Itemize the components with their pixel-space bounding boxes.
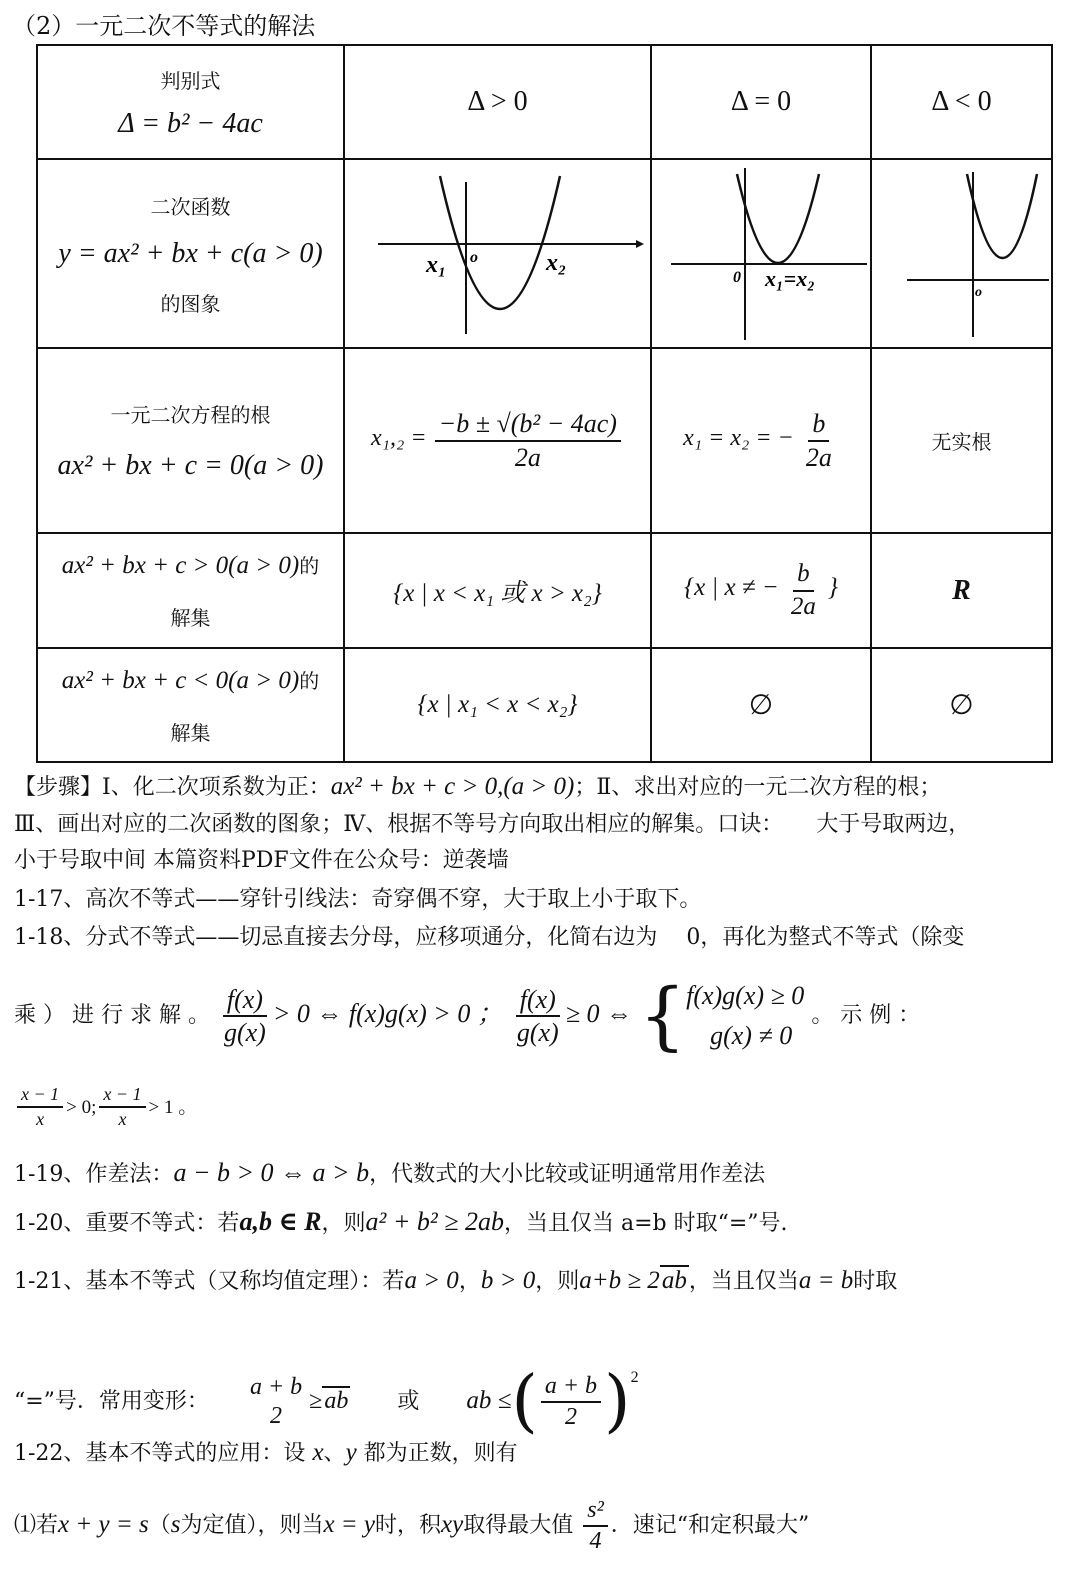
double-root-lhs: x₁ = x₂ = − bbox=[683, 425, 794, 451]
max-value-numerator: s² bbox=[583, 1498, 608, 1527]
example-fraction-2 bbox=[99, 1085, 145, 1129]
quadratic-formula-denominator: 2a bbox=[514, 442, 541, 472]
item-1-22-1-fixed: 为定值），则当 bbox=[180, 1513, 324, 1538]
graph1-x1-label: x₁ bbox=[425, 251, 446, 278]
item-1-22-1-lead: ⑴若 bbox=[14, 1513, 59, 1538]
fraction-denominator-g: g(x) bbox=[223, 1018, 266, 1047]
steps-line-2: Ⅲ、画出对应的二次函数的图象；Ⅳ、根据不等号方向取出相应的解集。口诀： 大于号取两边， bbox=[14, 812, 971, 837]
fraction-numerator-f-2: f(x) bbox=[516, 986, 560, 1017]
less-solution-two-roots: {x | x₁ < x < x₂} bbox=[344, 648, 651, 762]
parabola-one-root-graph bbox=[653, 162, 869, 342]
item-1-22-sep: 、 bbox=[323, 1441, 346, 1466]
less-solution-empty-double: ∅ bbox=[651, 648, 871, 762]
item-1-22-x: x bbox=[312, 1439, 324, 1466]
greater-solution-all-reals: R bbox=[871, 533, 1052, 648]
item-1-18-example bbox=[14, 1080, 197, 1135]
fraction-f-over-g-2 bbox=[513, 986, 563, 1047]
example-denominator-1: x bbox=[36, 1109, 45, 1129]
graph3-origin-label: o bbox=[974, 284, 982, 300]
max-value-denominator: 4 bbox=[589, 1528, 602, 1554]
item-1-18-example-label: 。 示 例 ： bbox=[811, 1003, 921, 1028]
roots-label: 一元二次方程的根 bbox=[110, 403, 271, 427]
item-1-21-then: ，则 bbox=[535, 1269, 580, 1294]
variant2-lhs: ab ≤ bbox=[466, 1387, 512, 1414]
example-relation-2: > 1 。 bbox=[148, 1097, 198, 1118]
item-1-18-lead: 乘 ） 进 行 求 解 。 bbox=[14, 1003, 210, 1028]
item-1-22-1-s: s bbox=[170, 1511, 181, 1538]
item-1-22-1-paren-open: （ bbox=[148, 1513, 171, 1538]
header-delta-negative: Δ < 0 bbox=[871, 45, 1052, 159]
example-relation-1: > 0; bbox=[66, 1097, 97, 1118]
fraction-denominator-g-2: g(x) bbox=[516, 1018, 559, 1047]
cell-discriminant-label bbox=[37, 45, 344, 159]
left-paren: ( bbox=[511, 1362, 538, 1441]
fraction-rule-strict: > 0 ⇔ f(x)g(x) > 0 ； bbox=[272, 999, 503, 1028]
item-1-21-line-2 bbox=[14, 1340, 639, 1440]
less-solution-empty-none: ∅ bbox=[871, 648, 1052, 762]
item-1-22-1-mnemonic: ．速记“和定积最大” bbox=[610, 1513, 810, 1538]
example-fraction-1 bbox=[17, 1085, 63, 1129]
section-heading: （2）一元二次不等式的解法 bbox=[12, 12, 316, 40]
cell-graph-label bbox=[37, 159, 344, 348]
item-1-22-1-max-label: 取得最大值 bbox=[463, 1513, 574, 1538]
greater-inequality-formula: ax² + bx + c > 0(a > 0) bbox=[61, 552, 300, 579]
parabola-two-roots-graph bbox=[348, 162, 648, 342]
item-1-21-sep: ， bbox=[458, 1269, 481, 1294]
mean-numerator: a + b bbox=[249, 1373, 303, 1400]
double-root-denominator: 2a bbox=[805, 442, 832, 472]
cell-roots-two bbox=[344, 348, 651, 533]
right-paren: ) bbox=[604, 1362, 631, 1441]
greater-double-numerator: b bbox=[793, 561, 814, 591]
example-numerator-1: x − 1 bbox=[17, 1085, 63, 1108]
item-1-19-formula: a − b > 0 ⇔ a > b bbox=[173, 1158, 370, 1187]
item-1-21-lead: 1-21、基本不等式（又称均值定理）：若 bbox=[14, 1269, 405, 1294]
item-1-22 bbox=[14, 1438, 518, 1469]
less-inequality-formula: ax² + bx + c < 0(a > 0) bbox=[61, 666, 300, 694]
steps-intro: 【步骤】Ⅰ、化二次项系数为正： bbox=[14, 775, 331, 800]
less-solution-label: 解集 bbox=[170, 720, 211, 745]
item-1-22-1-product-label: 时，积 bbox=[375, 1513, 442, 1538]
max-value-fraction bbox=[583, 1498, 608, 1554]
less-suffix: 的 bbox=[299, 668, 320, 693]
quadratic-equation-formula: ax² + bx + c = 0(a > 0) bbox=[57, 450, 324, 481]
item-1-21-iff: ，当且仅当 bbox=[688, 1269, 799, 1294]
mean-sqrt: ab bbox=[324, 1388, 349, 1414]
graph1-origin-label: o bbox=[469, 248, 478, 266]
item-1-18-line-2 bbox=[14, 973, 921, 1059]
table-row-greater-solution bbox=[37, 533, 1052, 648]
item-1-21-cond-a: a > 0 bbox=[404, 1267, 459, 1294]
cell-greater-double bbox=[651, 533, 871, 648]
item-1-22-tail: 都为正数，则有 bbox=[363, 1441, 518, 1466]
discriminant-formula: Δ = b² − 4ac bbox=[118, 107, 263, 139]
item-1-22-lead: 1-22、基本不等式的应用：设 bbox=[14, 1441, 306, 1466]
cell-graph-two-roots bbox=[344, 159, 651, 348]
mean-relation: ≥ bbox=[309, 1388, 323, 1414]
item-1-20-lead: 1-20、重要不等式：若 bbox=[14, 1211, 240, 1236]
quadratic-formula-numerator: −b ± √(b² − 4ac) bbox=[435, 410, 621, 441]
header-delta-zero: Δ = 0 bbox=[651, 45, 871, 159]
table-row-graph bbox=[37, 159, 1052, 348]
table-row-roots bbox=[37, 348, 1052, 533]
cell-roots-label bbox=[37, 348, 344, 533]
item-1-20-then: ，则 bbox=[321, 1211, 366, 1236]
quadratic-formula-fraction bbox=[435, 410, 621, 471]
variant2-exponent: 2 bbox=[630, 1369, 639, 1386]
system-brace: { bbox=[639, 973, 687, 1059]
greater-double-denominator: 2a bbox=[790, 592, 816, 620]
item-1-19-tail: ，代数式的大小比较或证明通常用作差法 bbox=[369, 1162, 766, 1187]
graph2-double-root-label: x₁=x₂ bbox=[765, 265, 815, 291]
steps-step-two: ；Ⅱ、求出对应的一元二次方程的根； bbox=[574, 775, 942, 800]
item-1-21-cond-b: b > 0 bbox=[480, 1267, 536, 1294]
item-1-21-formula: a+b ≥ 2 bbox=[579, 1267, 660, 1294]
fraction-f-over-g bbox=[220, 986, 270, 1047]
steps-line-1 bbox=[14, 772, 941, 803]
system-line-2: g(x) ≠ 0 bbox=[710, 1021, 793, 1050]
item-1-19 bbox=[14, 1158, 765, 1190]
item-1-17: 1-17、高次不等式——穿针引线法：奇穿偶不穿，大于取上小于取下。 bbox=[14, 887, 702, 912]
graph-label-top: 二次函数 bbox=[150, 194, 231, 219]
table-row-less-solution bbox=[37, 648, 1052, 762]
item-1-21-sqrt: ab bbox=[661, 1267, 687, 1294]
cell-greater-label bbox=[37, 533, 344, 648]
solution-table bbox=[36, 44, 1053, 763]
cell-graph-one-root bbox=[651, 159, 871, 348]
quadratic-function-formula: y = ax² + bx + c(a > 0) bbox=[58, 237, 323, 269]
item-1-19-lead: 1-19、作差法： bbox=[14, 1162, 174, 1187]
item-1-22-1-eq: x = y bbox=[323, 1511, 376, 1538]
item-1-22-1 bbox=[14, 1488, 809, 1563]
greater-solution-two-roots: {x | x < x₁ 或 x > x₂} bbox=[344, 533, 651, 648]
steps-formula: ax² + bx + c > 0,(a > 0) bbox=[330, 773, 575, 800]
greater-solution-label: 解集 bbox=[170, 606, 211, 630]
item-1-20-tail: ，当且仅当 a=b 时取“=”号. bbox=[503, 1211, 788, 1236]
item-1-20-condition: a,b ∈ R bbox=[239, 1207, 322, 1236]
graph1-x2-label: x₂ bbox=[545, 249, 566, 276]
item-1-21-eq: a = b bbox=[798, 1267, 854, 1294]
discriminant-label: 判别式 bbox=[160, 68, 221, 93]
graph2-origin-label: 0 bbox=[733, 268, 741, 286]
header-delta-positive: Δ > 0 bbox=[344, 45, 651, 159]
item-1-18-line-1: 1-18、分式不等式——切忌直接去分母，应移项通分，化简右边为 0，再化为整式不等式（除变 bbox=[14, 925, 965, 950]
item-1-21-tail: 时取 bbox=[853, 1269, 898, 1294]
item-1-22-1-xy: xy bbox=[441, 1511, 464, 1538]
item-1-22-y: y bbox=[345, 1439, 357, 1466]
item-1-21-variant-label: “=”号．常用变形： bbox=[14, 1389, 209, 1414]
table-row-discriminant bbox=[37, 45, 1052, 159]
greater-double-fraction bbox=[787, 561, 820, 620]
greater-suffix: 的 bbox=[299, 554, 320, 578]
variant2-denominator: 2 bbox=[564, 1404, 577, 1430]
double-root-numerator: b bbox=[808, 410, 829, 441]
cell-less-label bbox=[37, 648, 344, 762]
mean-denominator: 2 bbox=[270, 1403, 283, 1429]
item-1-22-1-condition: x + y = s bbox=[58, 1511, 149, 1538]
steps-line-3: 小于号取中间 本篇资料PDF文件在公众号：逆袭墙 bbox=[14, 848, 509, 873]
fraction-numerator-f: f(x) bbox=[223, 986, 267, 1017]
greater-double-pre: {x | x ≠ − bbox=[684, 574, 779, 601]
item-1-21-line-1 bbox=[14, 1266, 897, 1297]
graph-label-bottom: 的图象 bbox=[160, 291, 221, 316]
item-1-20-formula: a² + b² ≥ 2ab bbox=[365, 1207, 504, 1236]
system-line-1: f(x)g(x) ≥ 0 bbox=[686, 981, 805, 1010]
item-1-20 bbox=[14, 1207, 788, 1239]
inequality-system bbox=[686, 976, 804, 1056]
parabola-no-root-graph bbox=[873, 162, 1051, 342]
no-real-roots: 无实根 bbox=[871, 348, 1052, 533]
roots-lhs: x₁,₂ = bbox=[371, 425, 427, 451]
example-numerator-2: x − 1 bbox=[99, 1085, 145, 1108]
item-1-21-or: 或 bbox=[397, 1389, 420, 1414]
cell-roots-double bbox=[651, 348, 871, 533]
fraction-rule-nonstrict: ≥ 0 ⇔ bbox=[565, 999, 632, 1028]
example-denominator-2: x bbox=[118, 1109, 127, 1129]
mean-fraction bbox=[246, 1375, 306, 1429]
double-root-fraction bbox=[802, 410, 836, 471]
cell-graph-no-root bbox=[871, 159, 1052, 348]
variant2-numerator: a + b bbox=[541, 1374, 601, 1403]
variant2-fraction bbox=[541, 1374, 601, 1430]
greater-double-post: } bbox=[827, 574, 838, 601]
